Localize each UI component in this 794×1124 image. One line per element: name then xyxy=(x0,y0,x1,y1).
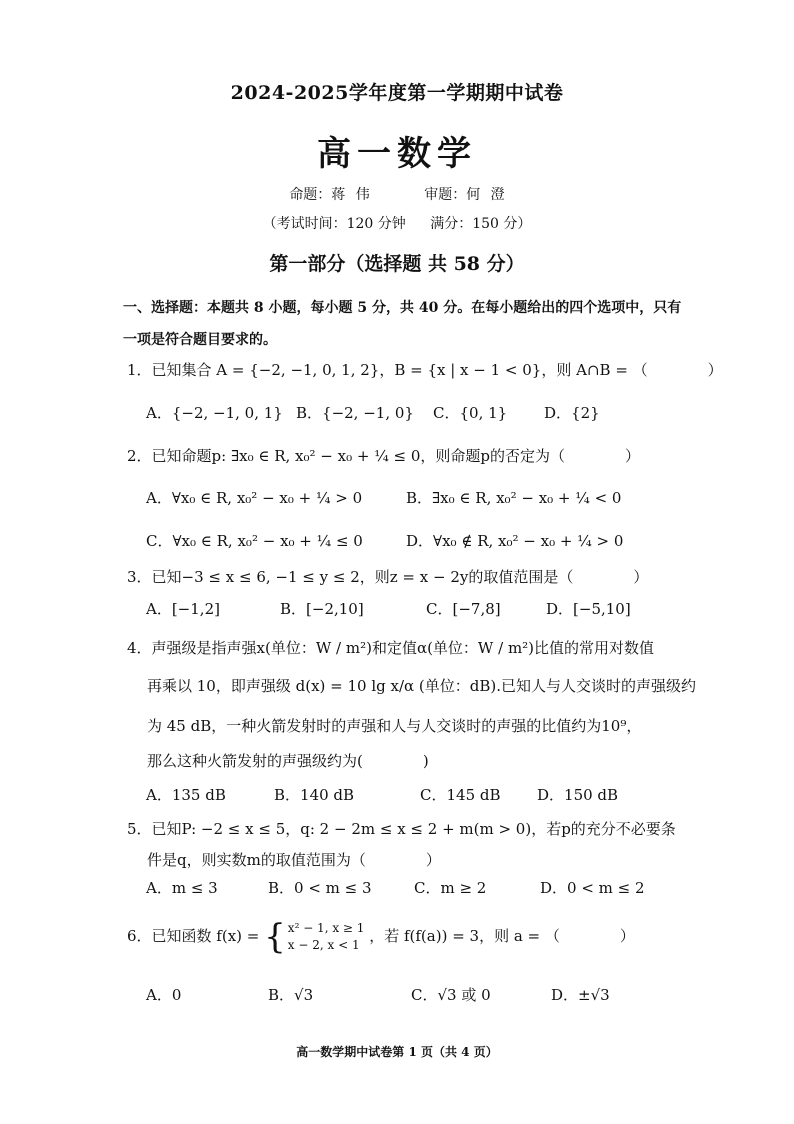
exam-staff xyxy=(0,184,794,204)
question-6-option-b: B．√3 xyxy=(268,986,314,1004)
question-6-option-a: A．0 xyxy=(146,986,182,1004)
question-3-stem: 3．已知−3 ≤ x ≤ 6, −1 ≤ y ≤ 2，则z = x − 2y的取值范围是（ ） xyxy=(127,568,649,586)
question-3-option-b: B．[−2,10] xyxy=(280,600,364,618)
question-2-option-b: B．∃x₀ ∈ R, x₀² − x₀ + ¼ < 0 xyxy=(406,489,622,507)
exam-title: 2024-2025学年度第一学期期中试卷 xyxy=(230,82,564,104)
question-4-stem-line-4: 那么这种火箭发射的声强级约为( ) xyxy=(147,752,429,770)
exam-info xyxy=(0,213,794,233)
reviewer: 审题：何 澄 xyxy=(424,187,505,203)
question-6-prefix: 6．已知函数 f(x) = xyxy=(127,927,260,945)
subject-title: 高一数学 xyxy=(317,134,477,174)
full-score: 满分：150 分） xyxy=(430,216,532,232)
author: 命题：蒋 伟 xyxy=(289,187,370,203)
question-5-option-b: B．0 < m ≤ 3 xyxy=(268,879,372,897)
question-5-option-d: D．0 < m ≤ 2 xyxy=(540,879,645,897)
question-2-option-a: A．∀x₀ ∈ R, x₀² − x₀ + ¼ > 0 xyxy=(146,489,363,507)
question-5-stem-line-2: 件是q，则实数m的取值范围为（ ） xyxy=(147,851,441,869)
question-1-option-a: A．{−2, −1, 0, 1} xyxy=(146,404,283,422)
question-2-option-d: D．∀x₀ ∉ R, x₀² − x₀ + ¼ > 0 xyxy=(406,532,624,550)
part-title: 第一部分（选择题 共 58 分） xyxy=(269,253,525,275)
question-4-option-d: D．150 dB xyxy=(537,786,619,804)
question-3-option-c: C．[−7,8] xyxy=(426,600,501,618)
question-4-stem-line-1: 4．声强级是指声强x(单位：W / m²)和定值α(单位：W / m²)比值的常用对数值 xyxy=(127,639,655,657)
question-1-stem: 1．已知集合 A = {−2, −1, 0, 1, 2}，B = {x | x − 1 < 0}，则 A∩B = （ ） xyxy=(127,361,723,379)
question-3-option-d: D．[−5,10] xyxy=(546,600,631,618)
page-footer: 高一数学期中试卷第 1 页（共 4 页） xyxy=(296,1045,498,1059)
question-3-option-a: A．[−1,2] xyxy=(146,600,220,618)
question-1-option-b: B．{−2, −1, 0} xyxy=(296,404,414,422)
question-5-option-c: C．m ≥ 2 xyxy=(414,879,487,897)
question-2-option-c: C．∀x₀ ∈ R, x₀² − x₀ + ¼ ≤ 0 xyxy=(146,532,363,550)
brace-icon: { xyxy=(264,917,286,957)
piecewise-case-2: x − 2, x < 1 xyxy=(287,938,360,952)
question-5-option-a: A．m ≤ 3 xyxy=(146,879,218,897)
piecewise-function xyxy=(264,917,365,957)
question-6-option-c: C．√3 或 0 xyxy=(411,986,491,1004)
section-instruction: 一、选择题：本题共 8 小题，每小题 5 分，共 40 分。在每小题给出的四个选项中，只有一项是符合题目要求的。 xyxy=(123,300,682,348)
question-6-option-d: D．±√3 xyxy=(551,986,610,1004)
question-4-option-b: B．140 dB xyxy=(274,786,355,804)
question-4-stem-line-2: 再乘以 10，即声强级 d(x) = 10 lg x/α (单位：dB).已知人与人交谈时的声强级约 xyxy=(147,677,697,695)
question-5-stem-line-1: 5．已知P: −2 ≤ x ≤ 5，q: 2 − 2m ≤ x ≤ 2 + m(m > 0)，若p的充分不必要条 xyxy=(127,820,676,838)
question-2-stem: 2．已知命题p: ∃x₀ ∈ R, x₀² − x₀ + ¼ ≤ 0，则命题p的否定为（ ） xyxy=(127,447,641,465)
question-6-stem xyxy=(127,917,635,957)
exam-time: （考试时间：120 分钟 xyxy=(262,216,406,232)
question-1-option-c: C．{0, 1} xyxy=(433,404,508,422)
question-4-stem-line-3: 为 45 dB，一种火箭发射时的声强和人与人交谈时的声强的比值约为10⁹， xyxy=(147,717,642,735)
question-4-option-a: A．135 dB xyxy=(146,786,226,804)
question-4-option-c: C．145 dB xyxy=(420,786,501,804)
question-1-option-d: D．{2} xyxy=(544,404,600,422)
question-6-suffix: ，若 f(f(a)) = 3，则 a = （ ） xyxy=(369,927,635,945)
piecewise-case-1: x² − 1, x ≥ 1 xyxy=(287,921,365,935)
